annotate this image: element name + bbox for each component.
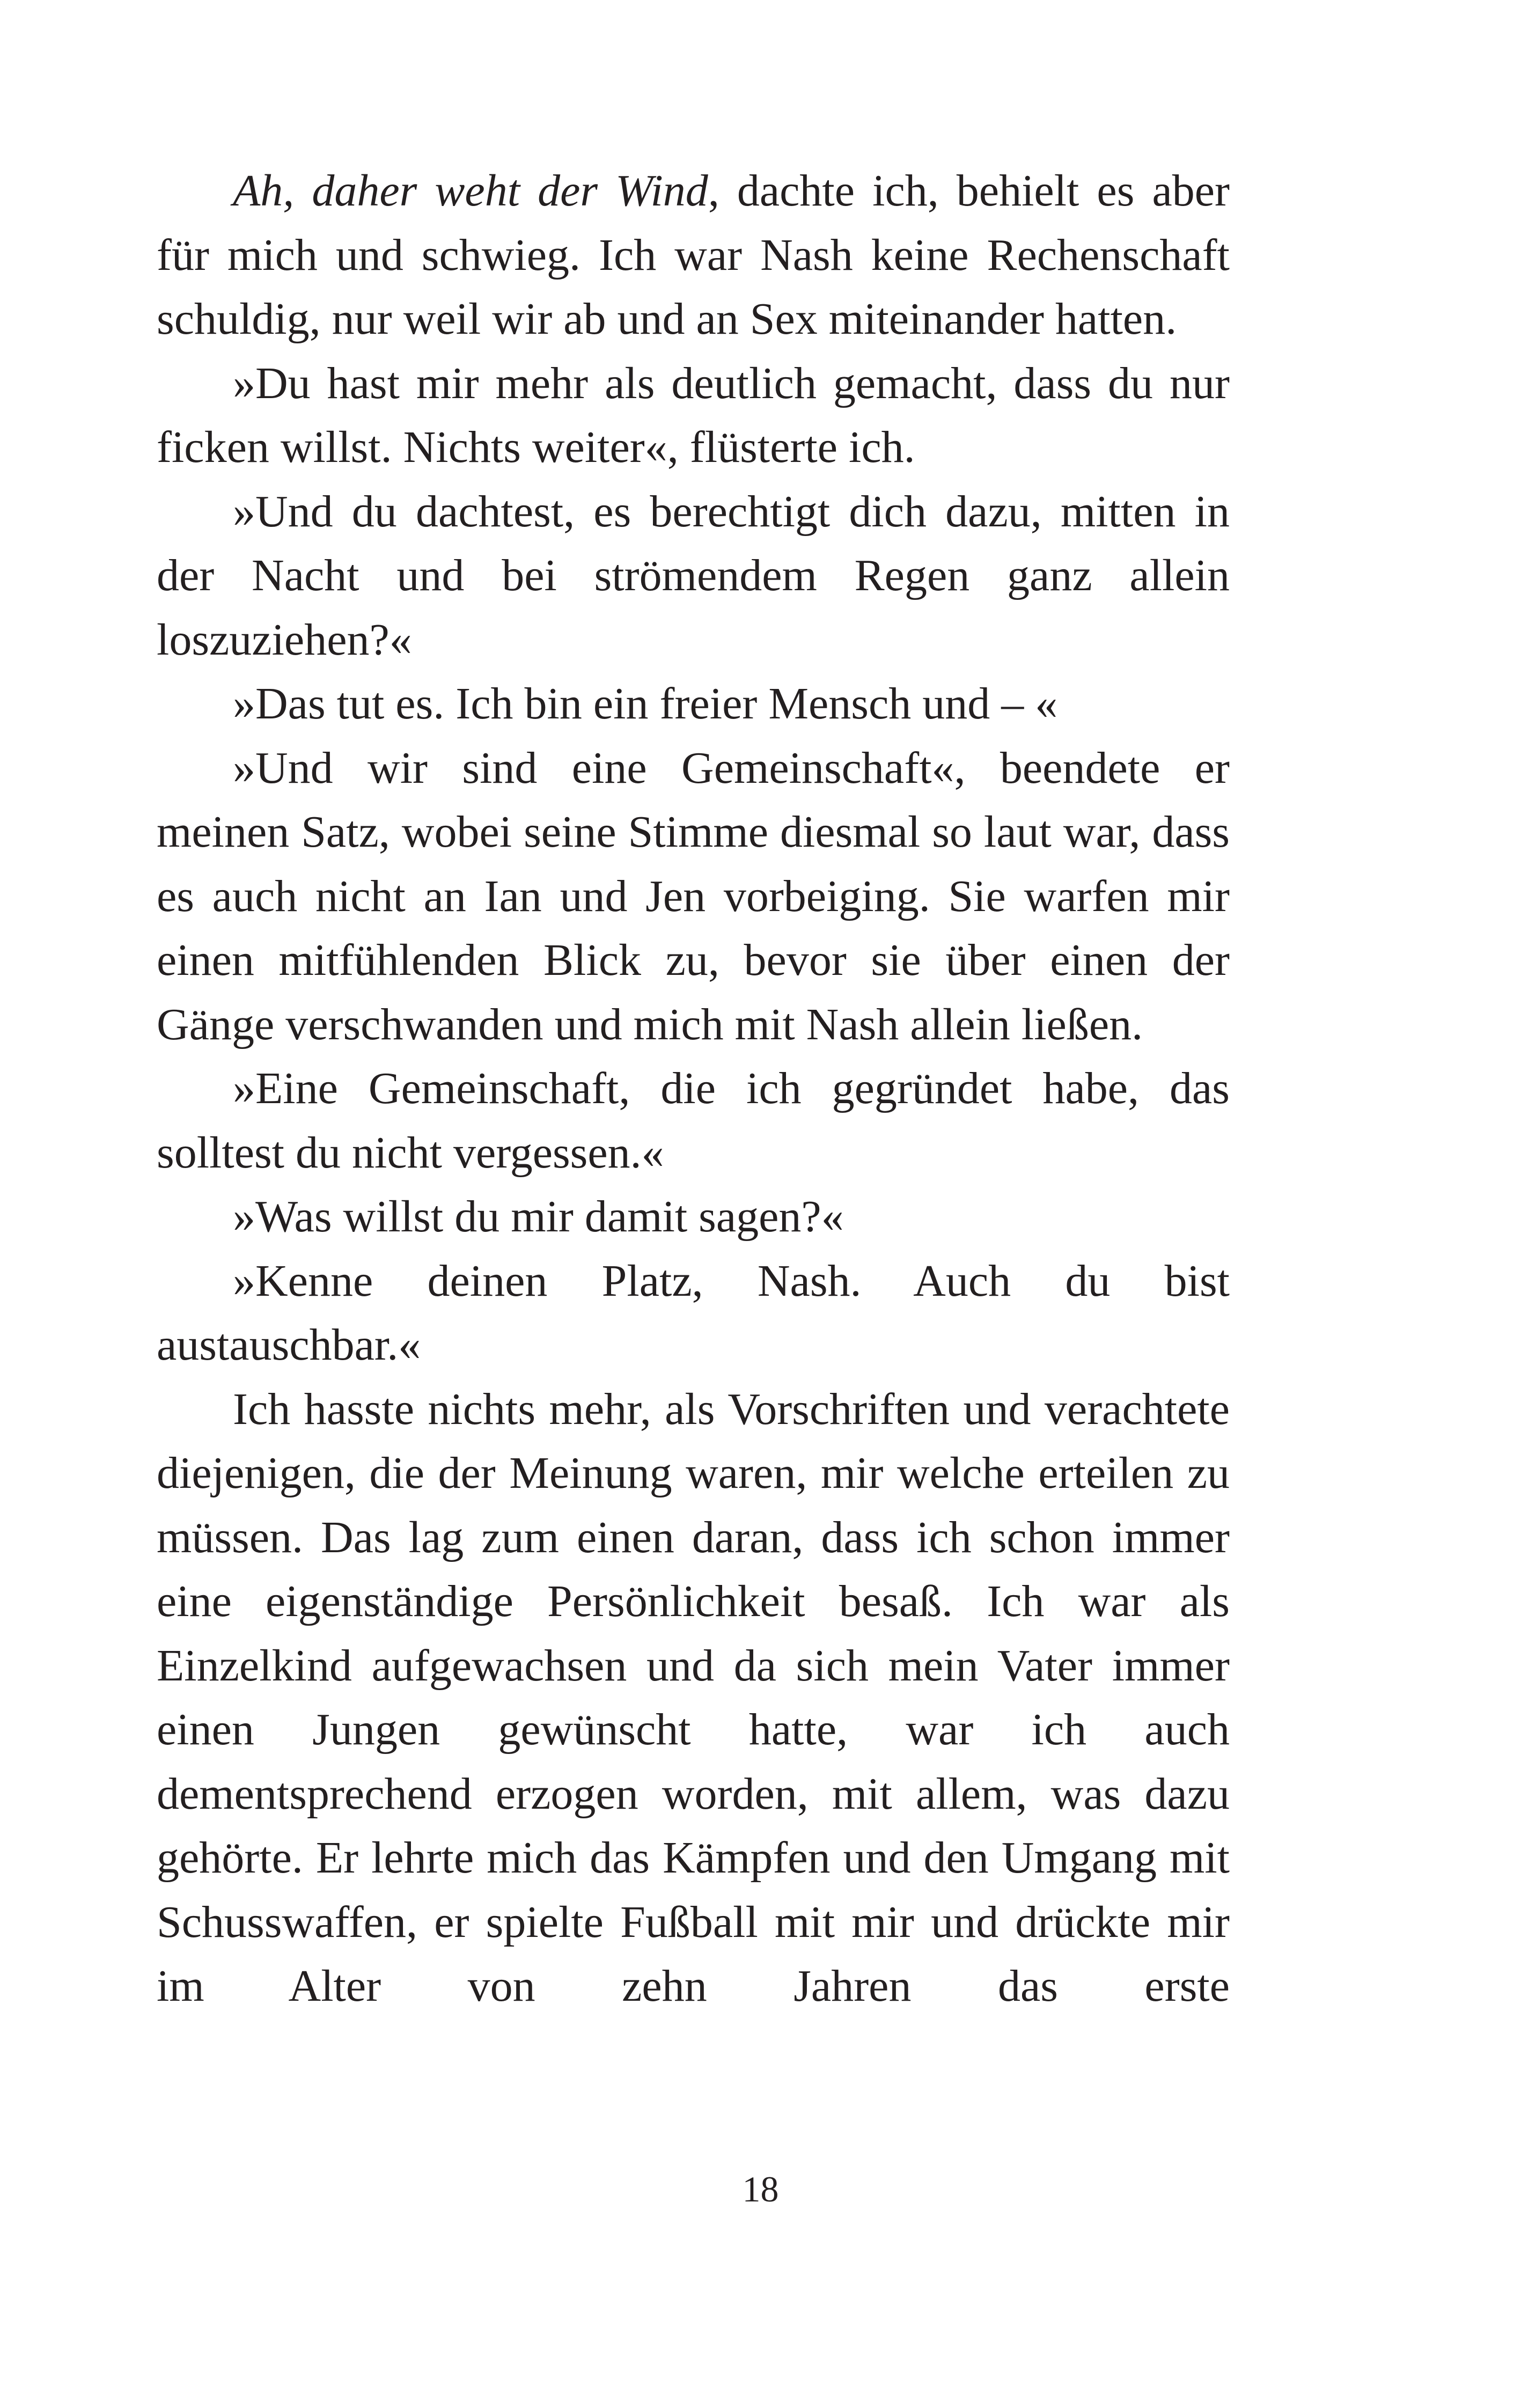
italic-phrase: Ah, daher weht der Wind [233, 166, 708, 216]
paragraph-2: »Du hast mir mehr als deutlich gemacht, dass du nur ficken willst. Nichts weiter«, flüsterte ich. [157, 358, 1230, 472]
body-text [157, 159, 1230, 2018]
paragraph-7: »Was willst du mir damit sagen?« [233, 1192, 844, 1242]
paragraph-1-text: , dachte ich, behielt es aber für mich und schwieg. Ich war Nash keine Rechenschaft schuldig, nur weil wir ab und an Sex miteinander hatten. [157, 166, 1230, 344]
paragraph-4: »Das tut es. Ich bin ein freier Mensch und – « [233, 679, 1058, 729]
paragraph-3: »Und du dachtest, es berechtigt dich dazu, mitten in der Nacht und bei strömendem Regen ganz allein loszuziehen?« [157, 486, 1230, 665]
paragraph-5: »Und wir sind eine Gemeinschaft«, beendete er meinen Satz, wobei seine Stimme diesmal so laut war, dass es auch nicht an Ian und Jen vorbeiging. Sie warfen mir einen mitfühlenden Blick zu, bevor sie über einen der Gänge verschwanden und mich mit Nash allein ließen. [157, 743, 1230, 1049]
paragraph-6: »Eine Gemeinschaft, die ich gegründet habe, das solltest du nicht vergessen.« [157, 1063, 1230, 1178]
page-number: 18 [742, 2169, 779, 2209]
paragraph-9: Ich hasste nichts mehr, als Vorschriften und verachtete diejenigen, die der Meinung waren, mir welche erteilen zu müssen. Das lag zum einen daran, dass ich schon immer eine eigenständige Persönlichkeit besaß. Ich war als Einzelkind aufgewachsen und da sich mein Vater immer einen Jungen gewünscht hatte, war ich auch dementsprechend erzogen worden, mit allem, was dazu gehörte. Er lehrte mich das Kämpfen und den Umgang mit Schusswaffen, er spielte Fußball mit mir und drückte mir im Alter von zehn Jahren das erste [157, 1384, 1230, 2011]
paragraph-8: »Kenne deinen Platz, Nash. Auch du bist austauschbar.« [157, 1256, 1230, 1370]
paragraph-1 [157, 159, 1230, 351]
